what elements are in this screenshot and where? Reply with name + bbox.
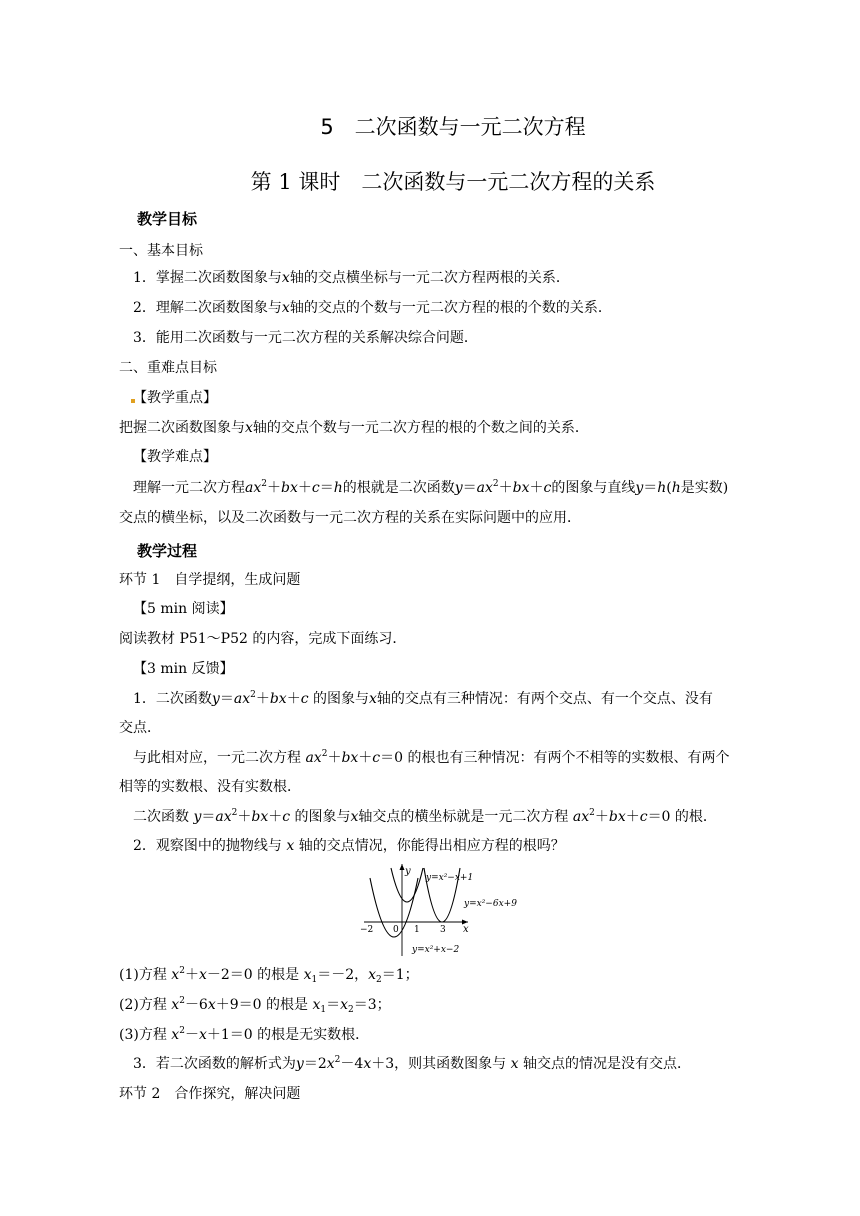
answer-3: (3)方程 $x^2-x+1=0$ 的根是无实数根． xyxy=(119,1026,370,1043)
lesson-subtitle: 第 1 课时 二次函数与一元二次方程的关系 xyxy=(250,170,656,194)
difficulty-text-line2: 交点的横坐标，以及二次函数与一元二次方程的关系在实际问题中的应用． xyxy=(119,510,581,526)
tick-label-0: 0 xyxy=(393,925,399,935)
y-axis-label: y xyxy=(405,866,411,877)
parabola-figure xyxy=(356,858,532,958)
question-1-line2: 交点． xyxy=(119,720,161,736)
key-goals-heading: 二、重难点目标 xyxy=(119,360,217,376)
question-1-para3: 二次函数 $y=ax^2+bx+c$ 的图象与x轴交点的横坐标就是一元二次方程 $ax^2+bx+c=0$ 的根． xyxy=(133,808,717,825)
question-1-para2-line2: 相等的实数根、没有实数根． xyxy=(119,779,301,795)
page-title: 5 二次函数与一元二次方程 xyxy=(320,115,586,139)
objective-1: 1．掌握二次函数图象与x轴的交点横坐标与一元二次方程两根的关系． xyxy=(133,270,570,286)
tick-label-3: 3 xyxy=(440,925,446,935)
focus-text: 把握二次函数图象与x轴的交点个数与一元二次方程的根的个数之间的关系． xyxy=(119,420,589,436)
objective-3: 3．能用二次函数与一元二次方程的关系解决综合问题． xyxy=(133,330,478,346)
answer-2: (2)方程 $x^2-6x+9=0$ 的根是 $x_1=x_2=3$； xyxy=(119,996,391,1015)
difficulty-text-line1: 理解一元二次方程$ax^2+bx+c=h$的根就是二次函数$y=ax^2+bx+c$的图象与直线y＝h(h是实数) xyxy=(133,479,729,496)
difficulty-label: 【教学难点】 xyxy=(133,449,217,465)
question-3: 3．若二次函数的解析式为$y=2x^2-4x+3$，则其函数图象与 x 轴交点的情况是没有交点． xyxy=(133,1055,691,1072)
objective-2: 2．理解二次函数图象与x轴的交点的个数与一元二次方程的根的个数的关系． xyxy=(133,300,612,316)
label-x2-plus-x-2: y=x²+x−2 xyxy=(412,945,460,955)
question-2: 2．观察图中的抛物线与 x 轴的交点情况，你能得出相应方程的根吗？ xyxy=(133,838,565,854)
answer-1: (1)方程 $x^2+x-2=0$ 的根是 $x_1=-2$，$x_2=1$； xyxy=(119,966,419,985)
reading-label: 【5 min 阅读】 xyxy=(133,601,234,617)
x-axis-label: x xyxy=(463,924,469,935)
focus-label: 【教学重点】 xyxy=(133,390,217,406)
process-heading: 教学过程 xyxy=(137,542,198,560)
label-x2-6x-plus-9: y=x²−6x+9 xyxy=(464,899,517,909)
step-2-heading: 环节 2 合作探究，解决问题 xyxy=(119,1086,301,1102)
feedback-label: 【3 min 反馈】 xyxy=(133,661,234,677)
tick-label-1: 1 xyxy=(414,925,420,935)
question-1-para2-line1: 与此相对应，一元二次方程 $ax^2+bx+c=0$ 的根也有三种情况：有两个不相等的实数根、有两个 xyxy=(133,749,730,766)
label-x2-x-plus-1: y=x²−x+1 xyxy=(426,873,474,883)
basic-goals-heading: 一、基本目标 xyxy=(119,243,203,259)
reading-text: 阅读教材 P51～P52 的内容，完成下面练习． xyxy=(119,631,407,647)
step-1-heading: 环节 1 自学提纲，生成问题 xyxy=(119,572,301,588)
tick-label-neg2: −2 xyxy=(360,925,374,935)
objectives-heading: 教学目标 xyxy=(137,210,198,228)
question-1-line1: 1．二次函数$y=ax^2+bx+c$ 的图象与x轴的交点有三种情况：有两个交点、有一个交点、没有 xyxy=(133,690,713,707)
